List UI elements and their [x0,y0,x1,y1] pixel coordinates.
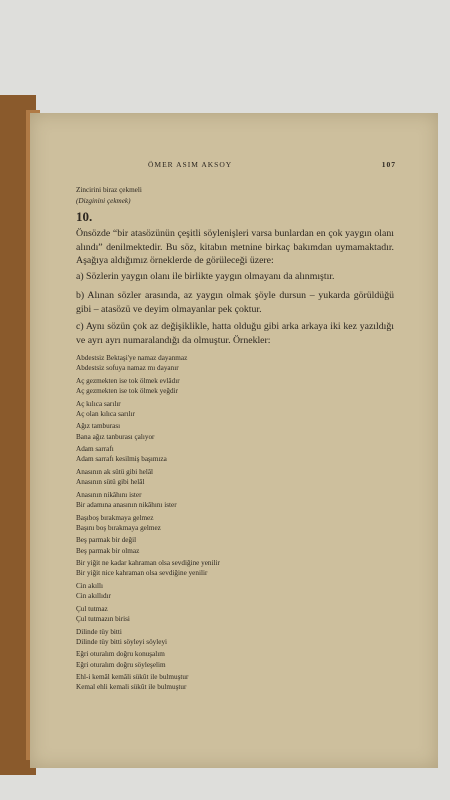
proverb-list [76,353,376,695]
proverb-line: Anasının sütü gibi helâl [76,478,145,487]
proverb-line: Aç kılıca sarılır [76,399,121,408]
proverb-pair [76,353,376,373]
proverb-pair [76,581,376,601]
proverb-line: Adam sarrafı [76,445,114,454]
proverb-pair [76,376,376,396]
proverb-line: Ehl-i kemâl kemâli sükût ile bulmuştur [76,673,189,682]
example-note: (Dizginini çekmek) [76,197,131,205]
proverb-line: Eğri oturalım doğru söyleşelim [76,660,166,669]
proverb-line: Dilinde tüy bitti [76,627,122,636]
proverb-pair [76,513,376,533]
running-header-author: ÖMER ASIM AKSOY [148,160,233,169]
paragraph-a: a) Sözlerin yaygın olanı ile birlikte yaygın olmayanı da alınmıştır. [76,271,335,282]
proverb-line: Kemal ehli kemali sükût ile bulmuştur [76,683,187,692]
proverb-line: Ağız tamburası [76,422,121,431]
proverb-line: Çul tutmazın birisi [76,614,130,623]
proverb-pair [76,558,376,578]
proverb-pair [76,444,376,464]
paragraph-b: b) Alınan sözler arasında, az yaygın olmak şöyle dursun – yukarda görüldüğü gibi – atasözü ve deyim olmayanlar pek çoktur. [76,290,394,315]
proverb-line: Çul tutmaz [76,604,108,613]
proverb-pair [76,399,376,419]
proverb-line: Aç olan kılıca sarılır [76,409,135,418]
proverb-pair [76,421,376,441]
proverb-line: Abdestsiz sofuya namaz mı dayanır [76,364,179,373]
proverb-pair [76,649,376,669]
proverb-pair [76,535,376,555]
proverb-line: Bir adamına anasının nikâhını ister [76,500,177,509]
proverb-pair [76,627,376,647]
proverb-line: Bir yiğit ne kadar kahraman olsa sevdiğine yenilir [76,559,220,568]
proverb-pair [76,490,376,510]
book-page [30,113,438,768]
proverb-line: Anasının ak sütü gibi helâl [76,467,154,476]
proverb-line: Eğri oturalım doğru konuşalım [76,650,165,659]
proverb-line: Adam sarrafı kesilmiş başımıza [76,455,167,464]
proverb-pair [76,467,376,487]
paragraph-c: c) Aynı sözün çok az değişiklikle, hatta olduğu gibi arka arkaya iki kez yazıldığı ve ayrı ayrı numaralandığı da olmuştur. Örnekler: [76,321,394,346]
proverb-line: Aç gezmekten ise tok ölmek evlâdır [76,376,180,385]
proverb-line: Başını boş bırakmaya gelmez [76,523,161,532]
proverb-pair [76,604,376,624]
page-number: 107 [381,160,396,169]
proverb-pair [76,672,376,692]
section-number: 10. [76,209,93,224]
example-block [76,185,142,207]
example-line: Zincirini biraz çekmeli [76,186,142,194]
proverb-line: Anasının nikâhını ister [76,490,142,499]
proverb-line: Bana ağız tanburası çalıyor [76,432,155,441]
proverb-line: Bir yiğit nice kahraman olsa sevdiğine yenilir [76,569,208,578]
proverb-line: Dilinde tüy bitti söyleyi söyleyi [76,637,168,646]
paragraph-intro: Önsözde “bir atasözünün çeşitli söylenişleri varsa bunlardan en çok yaygın olanı alındı” denilmektedir. Bu söz, kitabın metnine birkaç bakımdan uymamaktadır. Aşağıya aldığımız örneklerde de görüleceği üzere: [76,228,394,267]
proverb-line: Cin akıllı [76,581,103,590]
proverb-line: Beş parmak bir değil [76,536,137,545]
proverb-line: Cin akıllıdır [76,592,111,601]
proverb-line: Beş parmak bir olmaz [76,546,140,555]
proverb-line: Abdestsiz Bektaşi'ye namaz dayanmaz [76,354,188,362]
running-header [30,160,438,174]
proverb-line: Başıboş bırakmaya gelmez [76,513,154,522]
proverb-line: Aç gezmekten ise tok ölmek yeğdir [76,387,178,395]
